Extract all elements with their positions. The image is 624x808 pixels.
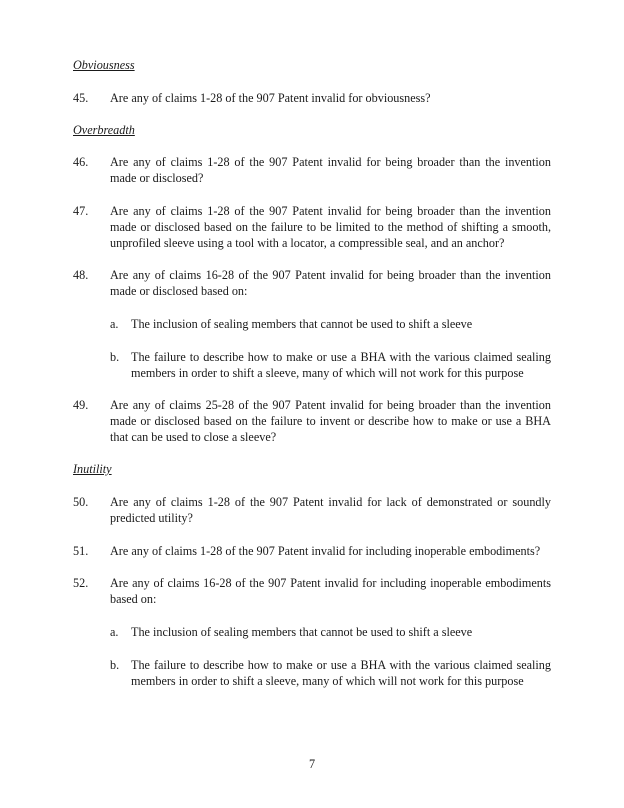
question-48-subitem-a [110, 316, 551, 332]
question-text: Are any of claims 25-28 of the 907 Patent invalid for being broader than the invention made or disclosed based on the failure to invent or describe how to make or use a BHA that can be used to close a sleeve? [110, 398, 551, 444]
subitem-text: The failure to describe how to make or use a BHA with the various claimed sealing members in order to shift a sleeve, many of which will not work for this purpose [131, 658, 551, 688]
section-heading-inutility: Inutility [73, 462, 112, 476]
question-46 [73, 154, 551, 186]
section-heading-obviousness: Obviousness [73, 58, 135, 72]
question-number: 48. [73, 268, 89, 282]
section-heading-overbreadth: Overbreadth [73, 123, 135, 137]
subitem-label: a. [110, 317, 119, 331]
subitem-label: b. [110, 658, 120, 672]
question-text: Are any of claims 1-28 of the 907 Patent invalid for lack of demonstrated or soundly predicted utility? [110, 495, 551, 525]
question-text: Are any of claims 16-28 of the 907 Patent invalid for being broader than the invention made or disclosed based on: [110, 268, 551, 298]
subitem-label: a. [110, 625, 119, 639]
question-number: 50. [73, 495, 89, 509]
question-text: Are any of claims 1-28 of the 907 Patent invalid for being broader than the invention made or disclosed based on the failure to be limited to the method of shifting a smooth, unprofiled sleeve using a tool with a locator, a compressible seal, and an anchor? [110, 204, 551, 250]
question-number: 52. [73, 576, 89, 590]
page-number: 7 [308, 757, 316, 771]
question-51 [73, 543, 551, 559]
subitem-label: b. [110, 350, 120, 364]
question-50 [73, 494, 551, 526]
question-number: 46. [73, 155, 89, 169]
question-52-subitem-b [110, 657, 551, 689]
question-number: 45. [73, 91, 89, 105]
question-number: 51. [73, 544, 89, 558]
question-52 [73, 575, 551, 607]
question-text: Are any of claims 16-28 of the 907 Patent invalid for including inoperable embodiments based on: [110, 576, 551, 606]
question-text: Are any of claims 1-28 of the 907 Patent invalid for obviousness? [110, 91, 431, 105]
question-48-subitem-b [110, 349, 551, 381]
question-48 [73, 267, 551, 299]
question-52-subitem-a [110, 624, 551, 640]
question-45 [73, 90, 551, 106]
subitem-text: The inclusion of sealing members that cannot be used to shift a sleeve [131, 625, 473, 639]
subitem-text: The inclusion of sealing members that cannot be used to shift a sleeve [131, 317, 473, 331]
question-text: Are any of claims 1-28 of the 907 Patent invalid for being broader than the invention made or disclosed? [110, 155, 551, 185]
subitem-text: The failure to describe how to make or use a BHA with the various claimed sealing members in order to shift a sleeve, many of which will not work for this purpose [131, 350, 551, 380]
question-49 [73, 397, 551, 445]
question-47 [73, 203, 551, 251]
question-number: 47. [73, 204, 89, 218]
question-text: Are any of claims 1-28 of the 907 Patent invalid for including inoperable embodiments? [110, 544, 541, 558]
question-number: 49. [73, 398, 89, 412]
